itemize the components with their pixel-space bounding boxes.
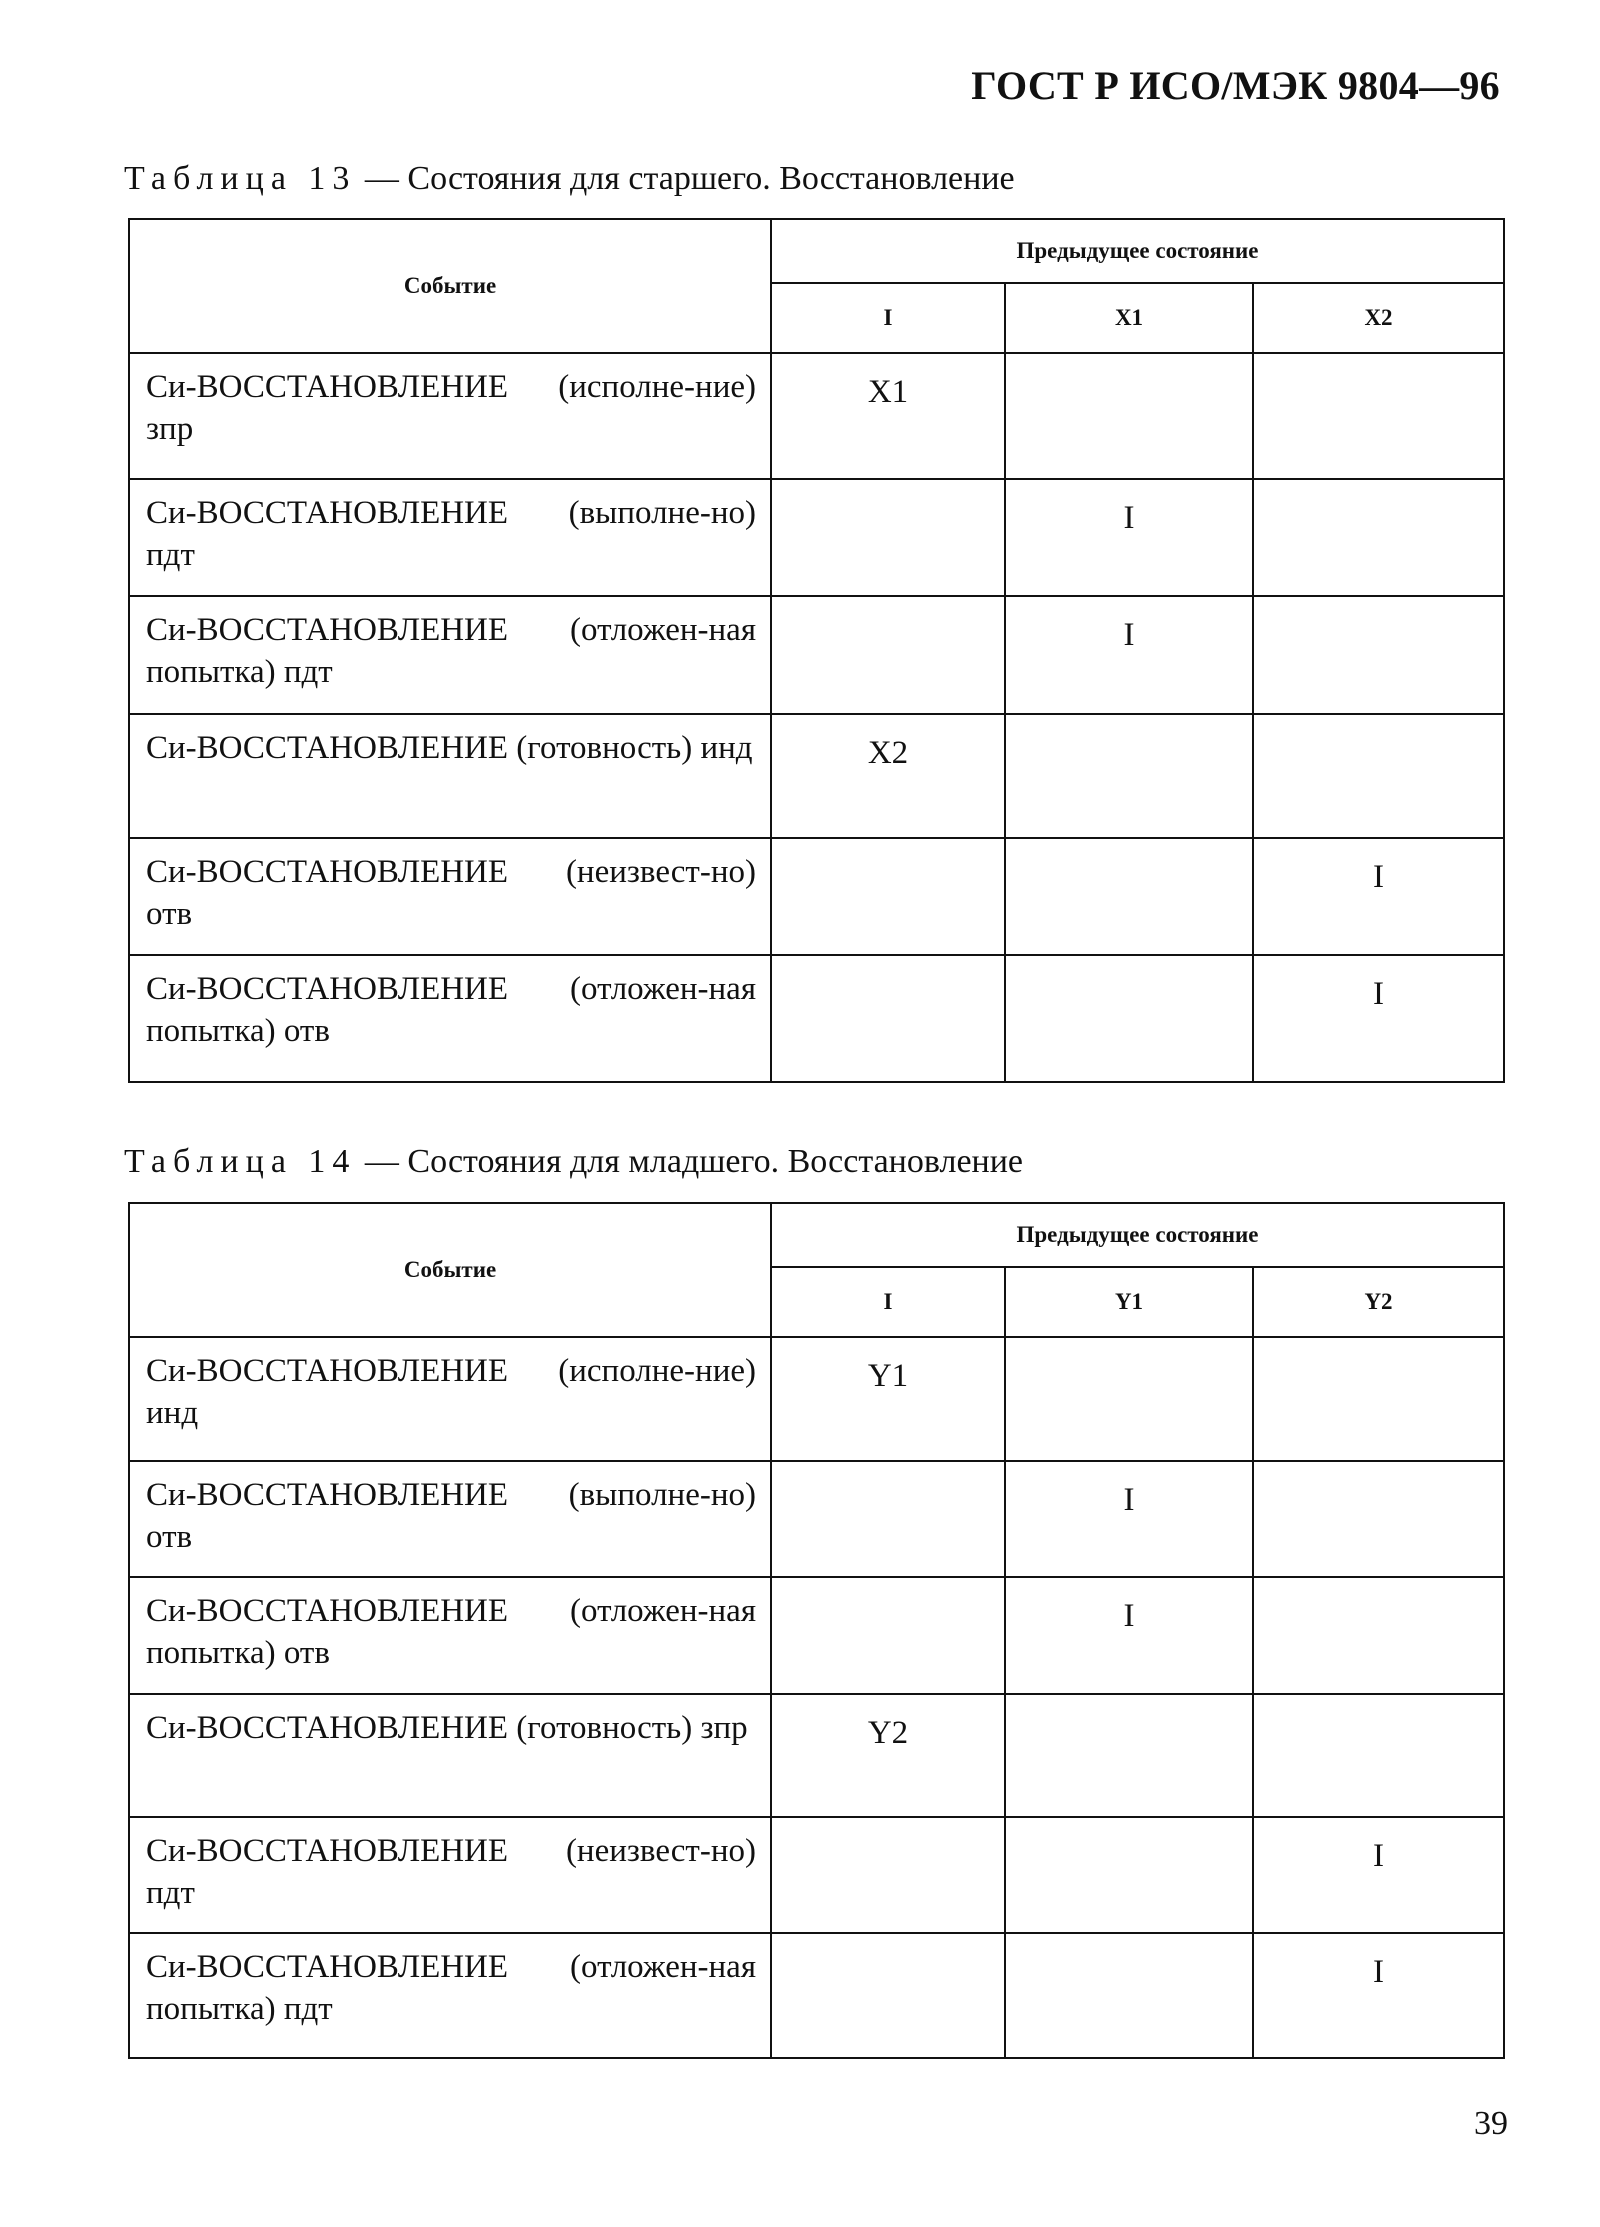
state-cell <box>771 1461 1005 1577</box>
state-cell <box>1005 1337 1253 1461</box>
table-14-title: — Состояния для младшего. Восстановление <box>364 1143 1024 1180</box>
state-cell <box>1253 596 1504 714</box>
event-column-header: Событие <box>129 219 771 353</box>
table-row <box>129 1933 1504 2058</box>
state-cell <box>1005 714 1253 838</box>
state-cell <box>771 838 1005 955</box>
table-row <box>129 955 1504 1082</box>
event-cell: Си-ВОССТАНОВЛЕНИЕ (выполне-но) пдт <box>129 479 771 596</box>
state-cell: I <box>1005 596 1253 714</box>
previous-state-header: Предыдущее состояние <box>771 219 1504 283</box>
state-column-header: I <box>771 1267 1005 1337</box>
state-column-header: X1 <box>1005 283 1253 353</box>
table-row <box>129 1337 1504 1461</box>
state-cell <box>1005 1933 1253 2058</box>
event-cell: Си-ВОССТАНОВЛЕНИЕ (готовность) зпр <box>129 1694 771 1817</box>
event-cell: Си-ВОССТАНОВЛЕНИЕ (отложен-ная попытка) отв <box>129 955 771 1082</box>
state-cell <box>771 1933 1005 2058</box>
table-row <box>129 838 1504 955</box>
state-cell <box>1005 1817 1253 1933</box>
table-14-label: Таблица 14 <box>124 1143 357 1180</box>
event-cell: Си-ВОССТАНОВЛЕНИЕ (выполне-но) отв <box>129 1461 771 1577</box>
state-cell <box>1253 714 1504 838</box>
table-row <box>129 479 1504 596</box>
state-cell <box>1253 1577 1504 1694</box>
table-row <box>129 714 1504 838</box>
table-13-label: Таблица 13 <box>124 160 357 197</box>
table-13-caption <box>124 160 1015 198</box>
table-13-title: — Состояния для старшего. Восстановление <box>364 160 1015 197</box>
event-column-header: Событие <box>129 1203 771 1337</box>
event-cell: Си-ВОССТАНОВЛЕНИЕ (исполне-ние) зпр <box>129 353 771 479</box>
state-cell: X2 <box>771 714 1005 838</box>
state-cell <box>771 1817 1005 1933</box>
state-cell: I <box>1005 1577 1253 1694</box>
state-cell <box>1253 353 1504 479</box>
table-13 <box>128 218 1505 1083</box>
state-cell <box>771 479 1005 596</box>
state-cell: I <box>1253 1817 1504 1933</box>
event-cell: Си-ВОССТАНОВЛЕНИЕ (отложен-ная попытка) пдт <box>129 596 771 714</box>
state-cell <box>1253 1461 1504 1577</box>
state-cell <box>771 596 1005 714</box>
table-row <box>129 1817 1504 1933</box>
state-cell: X1 <box>771 353 1005 479</box>
event-cell: Си-ВОССТАНОВЛЕНИЕ (отложен-ная попытка) отв <box>129 1577 771 1694</box>
state-cell: I <box>1005 1461 1253 1577</box>
table-row <box>129 353 1504 479</box>
state-cell: I <box>1253 955 1504 1082</box>
document-header: ГОСТ Р ИСО/МЭК 9804—96 <box>971 63 1500 108</box>
state-cell <box>1253 1337 1504 1461</box>
table-row <box>129 1577 1504 1694</box>
state-cell: Y2 <box>771 1694 1005 1817</box>
state-cell <box>771 955 1005 1082</box>
event-cell: Си-ВОССТАНОВЛЕНИЕ (готовность) инд <box>129 714 771 838</box>
table-row <box>129 1694 1504 1817</box>
event-cell: Си-ВОССТАНОВЛЕНИЕ (неизвест-но) отв <box>129 838 771 955</box>
state-cell <box>1005 353 1253 479</box>
state-cell <box>1005 838 1253 955</box>
event-cell: Си-ВОССТАНОВЛЕНИЕ (неизвест-но) пдт <box>129 1817 771 1933</box>
state-column-header: I <box>771 283 1005 353</box>
page-number: 39 <box>1474 2105 1508 2142</box>
table-row <box>129 1461 1504 1577</box>
state-cell <box>1005 1694 1253 1817</box>
state-cell <box>771 1577 1005 1694</box>
previous-state-header: Предыдущее состояние <box>771 1203 1504 1267</box>
state-cell <box>1253 1694 1504 1817</box>
state-cell: I <box>1253 1933 1504 2058</box>
state-cell: Y1 <box>771 1337 1005 1461</box>
event-cell: Си-ВОССТАНОВЛЕНИЕ (исполне-ние) инд <box>129 1337 771 1461</box>
state-cell: I <box>1253 838 1504 955</box>
state-column-header: Y1 <box>1005 1267 1253 1337</box>
table-row <box>129 596 1504 714</box>
event-cell: Си-ВОССТАНОВЛЕНИЕ (отложен-ная попытка) пдт <box>129 1933 771 2058</box>
state-cell: I <box>1005 479 1253 596</box>
state-cell <box>1005 955 1253 1082</box>
table-14-caption <box>124 1143 1023 1181</box>
state-column-header: Y2 <box>1253 1267 1504 1337</box>
state-column-header: X2 <box>1253 283 1504 353</box>
state-cell <box>1253 479 1504 596</box>
table-14 <box>128 1202 1505 2059</box>
